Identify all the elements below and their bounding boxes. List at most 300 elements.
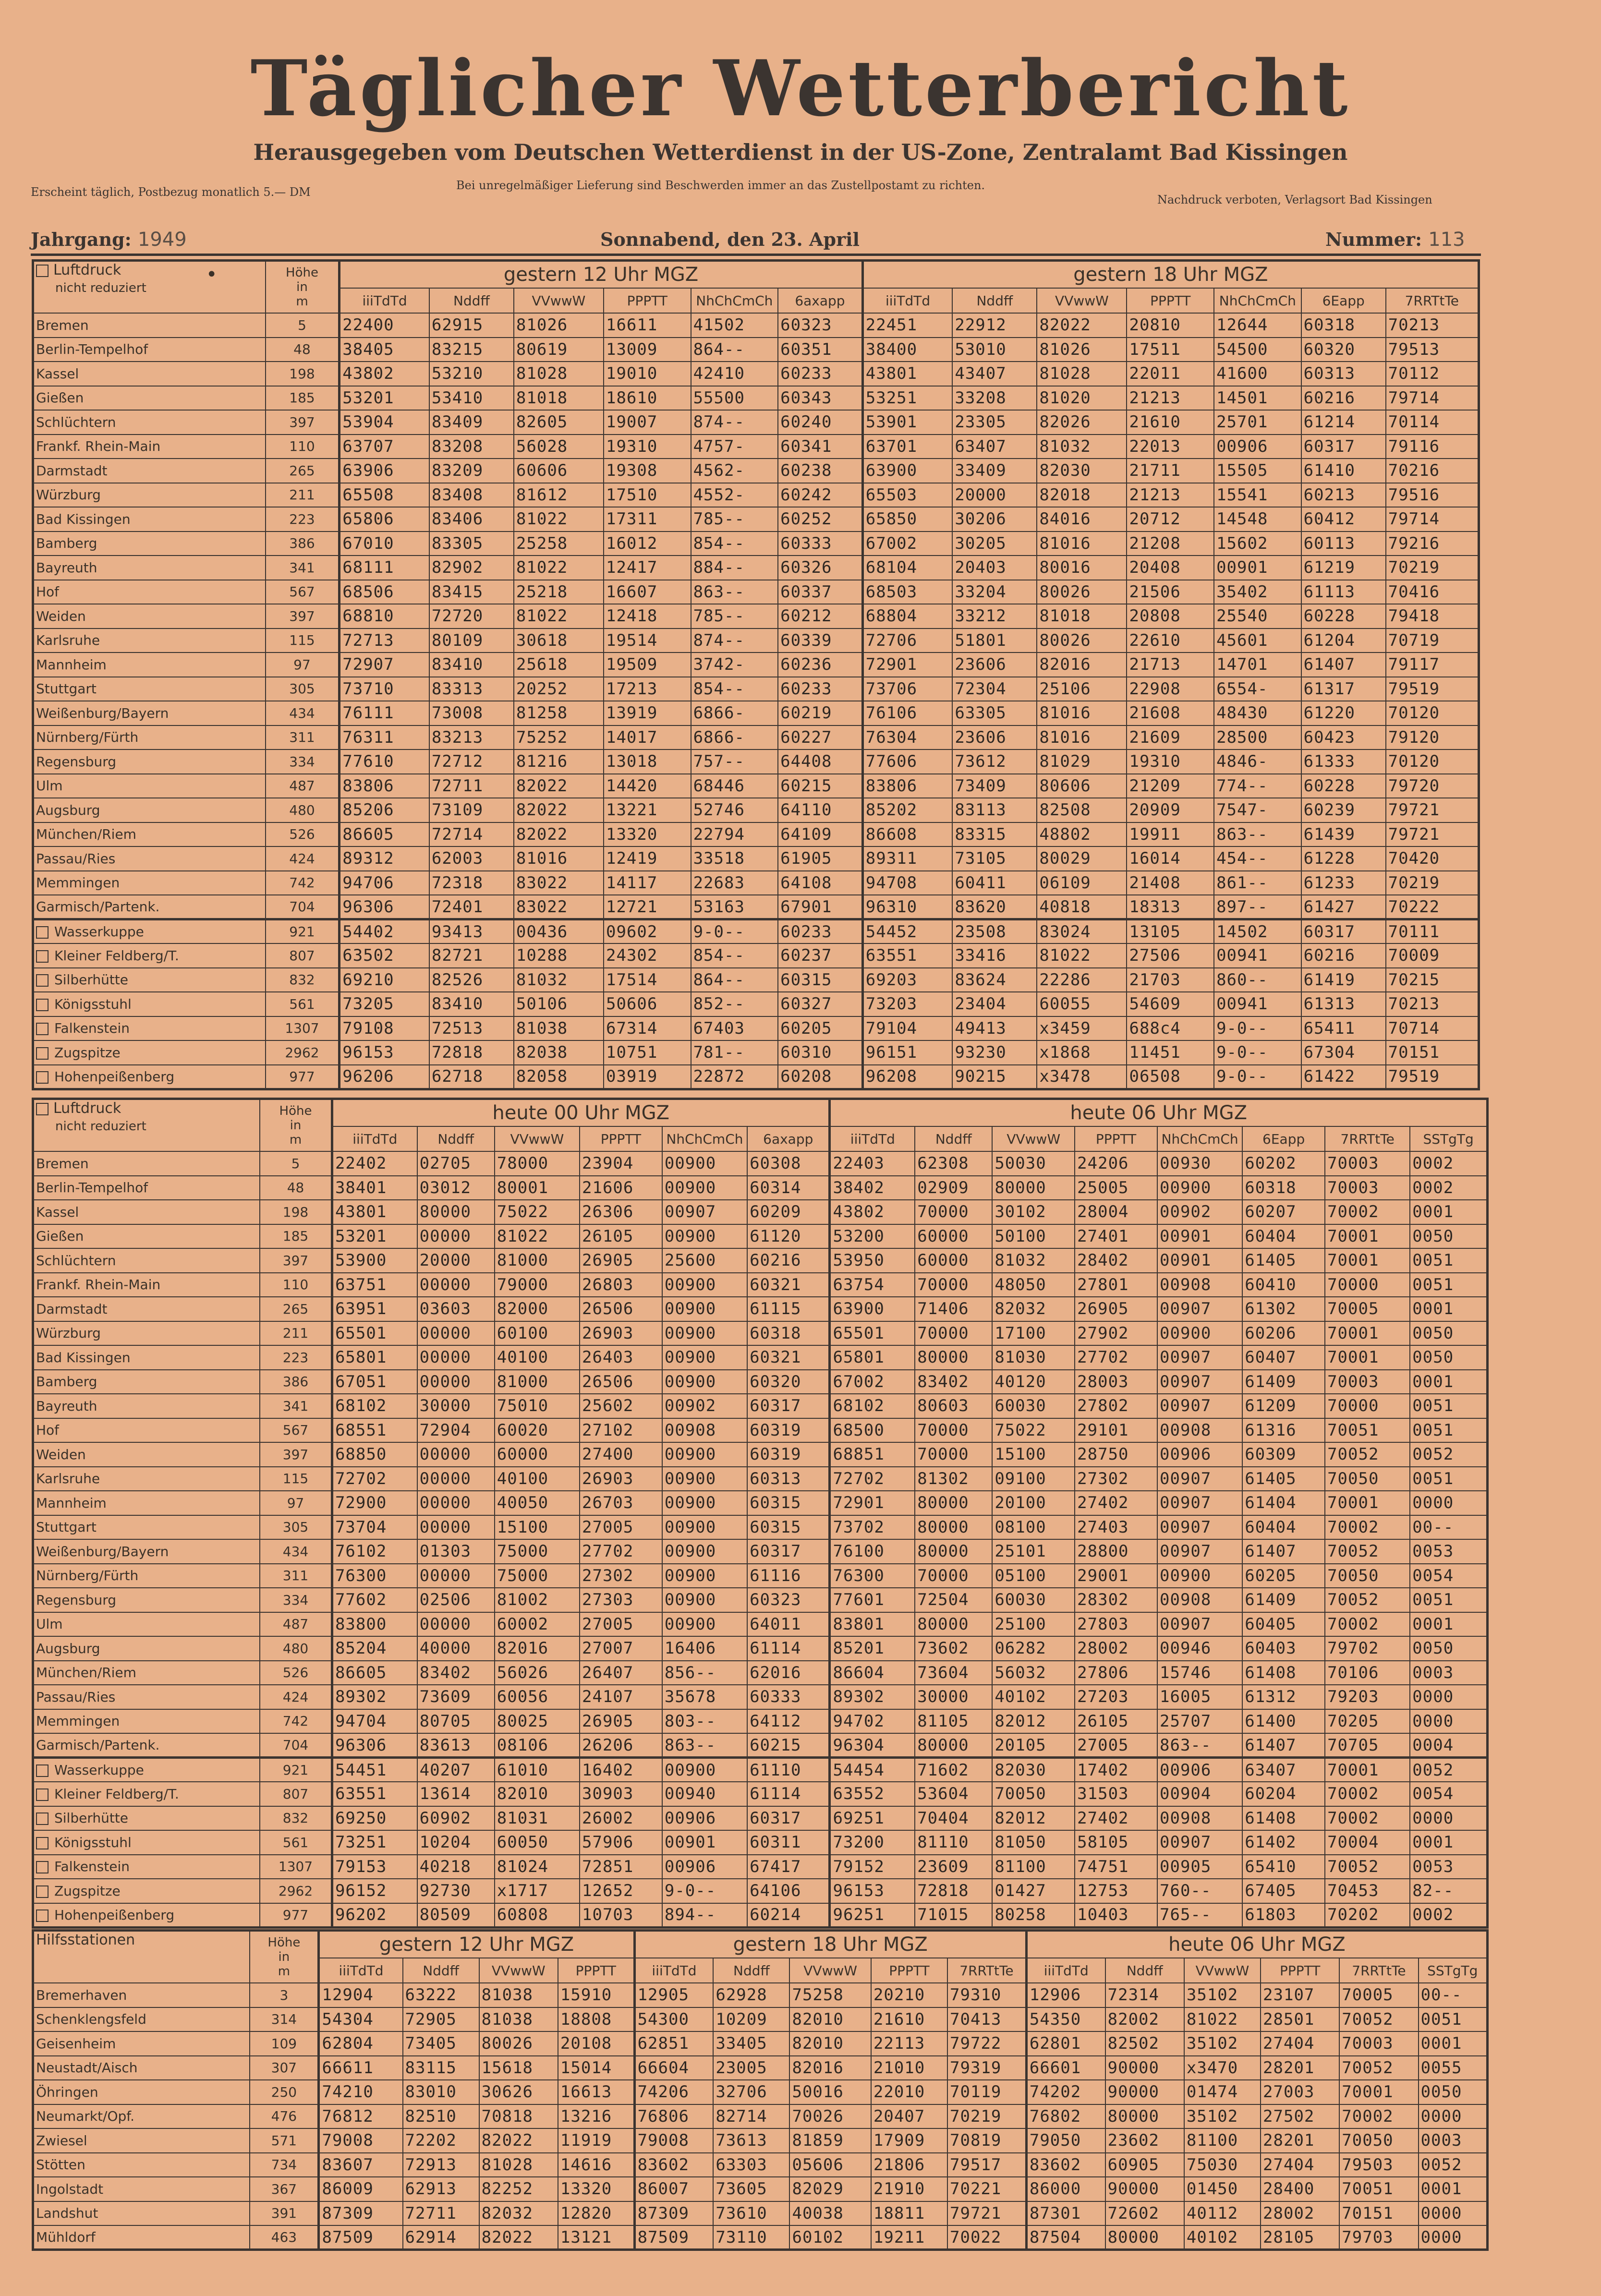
code-cell: 25701 [1214, 410, 1301, 435]
code-cell: 884-- [691, 556, 778, 580]
code-cell: 72720 [429, 604, 514, 628]
code-cell: 60902 [417, 1806, 495, 1831]
code-cell: 63951 [332, 1297, 417, 1321]
code-cell: 77610 [340, 749, 429, 774]
time-group-header [862, 261, 1479, 289]
code-cell: 70003 [1339, 2031, 1418, 2056]
code-cell: 61010 [495, 1758, 580, 1782]
code-cell: 53201 [332, 1224, 417, 1249]
station-altitude: 397 [266, 410, 340, 435]
code-cell: 81032 [1037, 435, 1127, 459]
code-cell: 82032 [992, 1297, 1075, 1321]
station-name-cell [33, 2104, 250, 2129]
code-cell: 60317 [747, 1394, 830, 1418]
code-cell: 83602 [634, 2153, 713, 2177]
code-cell: 27401 [1075, 1224, 1157, 1249]
code-cell: 67304 [1301, 1040, 1386, 1065]
table-today [32, 1098, 1489, 1929]
station-altitude: 265 [266, 459, 340, 483]
code-cell: 60214 [747, 1903, 830, 1928]
station-name-cell [33, 2177, 250, 2201]
code-cell: 0001 [1410, 1830, 1487, 1855]
code-cell: 64011 [747, 1612, 830, 1637]
code-cell: 61419 [1301, 968, 1386, 992]
station-altitude: 3 [250, 1983, 319, 2007]
code-cell: 17100 [992, 1321, 1075, 1346]
code-cell: 40218 [417, 1855, 495, 1879]
code-cell: 82030 [1037, 459, 1127, 483]
code-cell: 82502 [1105, 2031, 1184, 2056]
code-cell: 00000 [417, 1515, 495, 1540]
code-cell: 70001 [1325, 1224, 1410, 1249]
issue-date: Sonnabend, den 23. April [600, 229, 860, 250]
code-cell: 64106 [747, 1879, 830, 1903]
code-cell: 25100 [992, 1612, 1075, 1637]
code-cell: 60236 [778, 653, 862, 677]
code-cell: 63707 [340, 435, 429, 459]
code-cell: 81016 [514, 846, 604, 871]
code-cell: 63551 [862, 943, 952, 968]
code-cell: 60808 [495, 1903, 580, 1928]
code-cell: 72702 [830, 1467, 915, 1491]
code-cell: 82010 [495, 1782, 580, 1806]
code-cell: 16607 [604, 580, 691, 604]
code-cell: 83410 [429, 992, 514, 1016]
station-row [33, 2177, 1488, 2201]
altitude-label: Höhe [286, 266, 318, 280]
code-cell: 77601 [830, 1588, 915, 1612]
code-cell: 83313 [429, 677, 514, 701]
code-cell: 60002 [495, 1612, 580, 1637]
code-cell: 72304 [952, 677, 1037, 701]
code-cell: 45601 [1214, 628, 1301, 653]
station-name-cell [33, 1200, 260, 1224]
code-column-header: SSTgTg [1419, 1958, 1488, 1983]
station-altitude: 367 [250, 2177, 319, 2201]
code-cell: 0002 [1410, 1903, 1487, 1928]
code-cell: 852-- [691, 992, 778, 1016]
station-name-cell [33, 1224, 260, 1249]
code-cell: 68111 [340, 556, 429, 580]
code-cell: 854-- [691, 532, 778, 556]
code-cell: 82022 [514, 822, 604, 847]
volume [31, 229, 187, 251]
code-cell: 12652 [580, 1879, 662, 1903]
code-cell: 82016 [789, 2056, 871, 2080]
station-altitude: 561 [260, 1830, 332, 1855]
code-cell: 61407 [1242, 1733, 1325, 1758]
code-cell: 23107 [1261, 1983, 1339, 2007]
code-cell: 29001 [1075, 1564, 1157, 1588]
code-cell: 0051 [1410, 1273, 1487, 1297]
station-row [33, 338, 1479, 362]
code-cell: 17510 [604, 483, 691, 508]
code-cell: 60215 [747, 1733, 830, 1758]
code-column-header: VVwwW [1037, 288, 1127, 313]
code-cell: 53201 [340, 386, 429, 411]
code-cell: 22912 [952, 313, 1037, 338]
code-cell: 14420 [604, 774, 691, 798]
code-cell: 60403 [1242, 1636, 1325, 1661]
code-cell: 80000 [915, 1612, 992, 1637]
code-cell: 70003 [1325, 1151, 1410, 1176]
code-cell: 0003 [1410, 1661, 1487, 1685]
code-cell: 43407 [952, 362, 1037, 386]
code-cell: x1717 [495, 1879, 580, 1903]
code-cell: 43801 [332, 1200, 417, 1224]
station-altitude: 97 [266, 653, 340, 677]
code-cell: 83305 [429, 532, 514, 556]
code-cell: 60228 [1301, 604, 1386, 628]
code-cell: 57906 [580, 1830, 662, 1855]
code-cell: 0051 [1410, 1588, 1487, 1612]
code-cell: 69203 [862, 968, 952, 992]
code-cell: 70416 [1386, 580, 1479, 604]
code-cell: 96251 [830, 1903, 915, 1928]
station-name-cell [33, 1661, 260, 1685]
code-cell: 50016 [789, 2080, 871, 2104]
code-cell: 61204 [1301, 628, 1386, 653]
code-cell: 64110 [778, 798, 862, 822]
station-row [33, 410, 1479, 435]
station-row [33, 1248, 1488, 1273]
code-cell: 70216 [1386, 459, 1479, 483]
code-cell: 79702 [1325, 1636, 1410, 1661]
code-cell: 00000 [417, 1273, 495, 1297]
code-cell: 61333 [1301, 749, 1386, 774]
station-name: Schlüchtern [36, 414, 116, 430]
code-cell: 80000 [915, 1539, 992, 1564]
code-cell: 86000 [1026, 2177, 1105, 2201]
code-cell: 40000 [417, 1636, 495, 1661]
code-cell: 00908 [1157, 1588, 1242, 1612]
code-cell: 82029 [789, 2177, 871, 2201]
station-altitude: 1307 [266, 1016, 340, 1041]
station-altitude: 567 [260, 1418, 332, 1443]
code-cell: 00907 [1157, 1345, 1242, 1370]
code-cell: 60313 [747, 1467, 830, 1491]
code-cell: 83215 [429, 338, 514, 362]
code-cell: 20810 [1127, 313, 1214, 338]
station-name: Nürnberg/Fürth [36, 1568, 139, 1584]
code-cell: 874-- [691, 410, 778, 435]
code-cell: 01474 [1184, 2080, 1261, 2104]
code-cell: 70052 [1339, 2056, 1418, 2080]
code-cell: 94702 [830, 1709, 915, 1734]
code-cell: 0051 [1410, 1467, 1487, 1491]
code-cell: 60315 [747, 1491, 830, 1515]
code-cell: 70119 [947, 2080, 1026, 2104]
code-cell: 82012 [992, 1709, 1075, 1734]
station-row [33, 677, 1479, 701]
code-cell: 19310 [1127, 749, 1214, 774]
code-cell: 14701 [1214, 653, 1301, 677]
code-cell: 83607 [319, 2153, 403, 2177]
code-cell: 14017 [604, 725, 691, 750]
code-column-header: 7RRTtTe [1339, 1958, 1418, 1983]
code-cell: 79418 [1386, 604, 1479, 628]
code-cell: 61228 [1301, 846, 1386, 871]
station-name-cell [33, 943, 266, 968]
code-cell: 72202 [403, 2128, 479, 2153]
station-name-cell [33, 1345, 260, 1370]
checkbox-icon [36, 1764, 49, 1777]
code-cell: 62914 [403, 2225, 479, 2250]
code-cell: 25540 [1214, 604, 1301, 628]
code-cell: 85202 [862, 798, 952, 822]
code-cell: 00907 [1157, 1467, 1242, 1491]
code-cell: 70001 [1325, 1248, 1410, 1273]
code-cell: 72401 [429, 895, 514, 919]
code-cell: 60000 [915, 1224, 992, 1249]
code-cell: 72711 [403, 2201, 479, 2226]
code-cell: 70202 [1325, 1903, 1410, 1928]
code-cell: 19514 [604, 628, 691, 653]
code-cell: 27404 [1261, 2153, 1339, 2177]
station-row [33, 1636, 1488, 1661]
code-cell: 61405 [1242, 1248, 1325, 1273]
code-cell: 74206 [634, 2080, 713, 2104]
time-group-label: gestern 12 Uhr MGZ [503, 264, 699, 286]
code-cell: 01450 [1184, 2177, 1261, 2201]
station-row [33, 1539, 1488, 1564]
code-cell: 60310 [778, 1040, 862, 1065]
station-row [33, 1016, 1479, 1041]
code-cell: 25218 [514, 580, 604, 604]
code-cell: 63751 [332, 1273, 417, 1297]
code-cell: 82026 [1037, 410, 1127, 435]
code-cell: 79117 [1386, 653, 1479, 677]
station-row [33, 919, 1479, 944]
code-cell: 96202 [332, 1903, 417, 1928]
code-cell: 10703 [580, 1903, 662, 1928]
station-name: Würzburg [36, 487, 101, 503]
code-cell: 76102 [332, 1539, 417, 1564]
code-cell: 86604 [830, 1661, 915, 1685]
code-cell: 15100 [495, 1515, 580, 1540]
station-row [33, 1370, 1488, 1394]
station-name-cell [33, 580, 266, 604]
altitude-label: Höhe [267, 1935, 301, 1950]
station-row [33, 798, 1479, 822]
code-cell: 54452 [862, 919, 952, 944]
code-cell: 94708 [862, 871, 952, 895]
code-cell: 20105 [992, 1733, 1075, 1758]
station-name-cell [33, 1442, 260, 1467]
code-cell: 28201 [1261, 2056, 1339, 2080]
code-cell: 13216 [558, 2104, 634, 2129]
code-cell: 13009 [604, 338, 691, 362]
checkbox-icon [36, 974, 49, 987]
code-cell: 0000 [1419, 2201, 1488, 2226]
code-cell: 60404 [1242, 1515, 1325, 1540]
station-row [33, 1515, 1488, 1540]
code-cell: 60323 [778, 313, 862, 338]
station-altitude: 5 [266, 313, 340, 338]
code-cell: 80000 [992, 1176, 1075, 1200]
code-cell: 26506 [580, 1297, 662, 1321]
code-cell: 22908 [1127, 677, 1214, 701]
code-cell: 70120 [1386, 749, 1479, 774]
code-cell: 81026 [514, 313, 604, 338]
code-cell: 61115 [747, 1297, 830, 1321]
code-cell: 83801 [830, 1612, 915, 1637]
code-column-header: PPPTT [580, 1126, 662, 1151]
code-cell: 83624 [952, 968, 1037, 992]
code-cell: 00900 [662, 1297, 747, 1321]
station-name-cell [33, 604, 266, 628]
code-cell: 80026 [1037, 580, 1127, 604]
code-cell: 83402 [915, 1370, 992, 1394]
station-name: Darmstadt [36, 1301, 108, 1317]
code-cell: 83620 [952, 895, 1037, 919]
code-cell: 27506 [1127, 943, 1214, 968]
code-cell: 26306 [580, 1200, 662, 1224]
code-cell: 70002 [1339, 2104, 1418, 2129]
code-cell: 60216 [747, 1248, 830, 1273]
code-column-header: Nddff [915, 1126, 992, 1151]
code-cell: 43802 [340, 362, 429, 386]
code-cell: 894-- [662, 1903, 747, 1928]
code-cell: 60343 [778, 386, 862, 411]
code-cell: 70052 [1325, 1442, 1410, 1467]
code-cell: 60204 [1242, 1782, 1325, 1806]
code-cell: 73200 [830, 1830, 915, 1855]
code-cell: 20100 [992, 1491, 1075, 1515]
station-altitude: 110 [260, 1273, 332, 1297]
code-cell: 19911 [1127, 822, 1214, 847]
code-cell: 62003 [429, 846, 514, 871]
code-cell: 63701 [862, 435, 952, 459]
code-column-header: PPPTT [558, 1958, 634, 1983]
station-altitude: 2962 [260, 1879, 332, 1903]
code-cell: 76100 [830, 1539, 915, 1564]
code-cell: 79319 [947, 2056, 1026, 2080]
checkbox-icon [36, 265, 49, 277]
code-cell: 80000 [915, 1733, 992, 1758]
code-column-header: SSTgTg [1410, 1126, 1487, 1151]
code-cell: 81030 [992, 1345, 1075, 1370]
code-cell: 60606 [514, 459, 604, 483]
code-cell: 00907 [1157, 1394, 1242, 1418]
station-name: Falkenstein [54, 1859, 130, 1875]
code-cell: 96306 [340, 895, 429, 919]
station-name-cell [33, 1394, 260, 1418]
station-row [33, 1200, 1488, 1224]
station-name-cell [33, 653, 266, 677]
code-cell: 79516 [1386, 483, 1479, 508]
code-cell: 70003 [1325, 1370, 1410, 1394]
code-cell: 28302 [1075, 1588, 1157, 1612]
code-cell: 05606 [789, 2153, 871, 2177]
code-cell: 71602 [915, 1758, 992, 1782]
station-row [33, 943, 1479, 968]
code-cell: 6554- [1214, 677, 1301, 701]
code-cell: 82002 [1105, 2007, 1184, 2032]
code-cell: 12644 [1214, 313, 1301, 338]
code-cell: 05100 [992, 1564, 1075, 1588]
code-cell: 9-0-- [1214, 1040, 1301, 1065]
code-cell: 00436 [514, 919, 604, 944]
code-column-header: 6axapp [747, 1126, 830, 1151]
station-name: Ulm [36, 1616, 63, 1632]
code-cell: 60233 [778, 362, 862, 386]
code-cell: 63222 [403, 1983, 479, 2007]
station-row [33, 1879, 1488, 1903]
code-cell: 81258 [514, 701, 604, 725]
station-altitude: 341 [266, 556, 340, 580]
code-cell: 35102 [1184, 2031, 1261, 2056]
station-name: Darmstadt [36, 462, 108, 479]
station-row [33, 2153, 1488, 2177]
code-cell: 38401 [332, 1176, 417, 1200]
code-cell: 12418 [604, 604, 691, 628]
code-cell: 26905 [580, 1709, 662, 1734]
station-altitude: 198 [266, 362, 340, 386]
code-column-header: Nddff [952, 288, 1037, 313]
code-column-header: NhChCmCh [662, 1126, 747, 1151]
station-row [33, 2056, 1488, 2080]
station-row [33, 846, 1479, 871]
code-cell: 75252 [514, 725, 604, 750]
code-cell: 79120 [1386, 725, 1479, 750]
code-column-header: VVwwW [479, 1958, 558, 1983]
code-cell: 60240 [778, 410, 862, 435]
station-name-cell [33, 1176, 260, 1200]
code-cell: 60056 [495, 1685, 580, 1709]
code-cell: 61214 [1301, 410, 1386, 435]
code-cell: 28400 [1261, 2177, 1339, 2201]
station-altitude: 561 [266, 992, 340, 1016]
code-column-header: PPPTT [1261, 1958, 1339, 1983]
code-cell: 65501 [830, 1321, 915, 1346]
code-cell: 00900 [662, 1564, 747, 1588]
station-altitude: 110 [266, 435, 340, 459]
code-cell: 82022 [479, 2128, 558, 2153]
code-cell: 12906 [1026, 1983, 1105, 2007]
code-cell: 54300 [634, 2007, 713, 2032]
code-cell: 53251 [862, 386, 952, 411]
station-name-cell [33, 2007, 250, 2032]
code-cell: 81100 [1184, 2128, 1261, 2153]
code-cell: 67405 [1242, 1879, 1325, 1903]
code-cell: 60351 [778, 338, 862, 362]
code-cell: 0050 [1410, 1636, 1487, 1661]
code-cell: 62928 [713, 1983, 789, 2007]
station-row [33, 1345, 1488, 1370]
code-cell: 72314 [1105, 1983, 1184, 2007]
code-cell: 27801 [1075, 1273, 1157, 1297]
code-cell: 53163 [691, 895, 778, 919]
code-cell: 86608 [862, 822, 952, 847]
code-cell: 60055 [1037, 992, 1127, 1016]
code-cell: 96151 [862, 1040, 952, 1065]
code-cell: 60212 [778, 604, 862, 628]
code-cell: 82012 [992, 1806, 1075, 1831]
code-cell: 17514 [604, 968, 691, 992]
code-cell: 70000 [915, 1418, 992, 1443]
code-cell: 20000 [417, 1248, 495, 1273]
station-name-cell [33, 2080, 250, 2104]
code-cell: 81022 [1037, 943, 1127, 968]
code-cell: 56026 [495, 1661, 580, 1685]
code-cell: 60233 [778, 919, 862, 944]
code-cell: 27702 [1075, 1345, 1157, 1370]
code-cell: 60030 [992, 1588, 1075, 1612]
code-cell: 13320 [558, 2177, 634, 2201]
code-cell: 21606 [580, 1176, 662, 1200]
code-cell: 80000 [915, 1345, 992, 1370]
